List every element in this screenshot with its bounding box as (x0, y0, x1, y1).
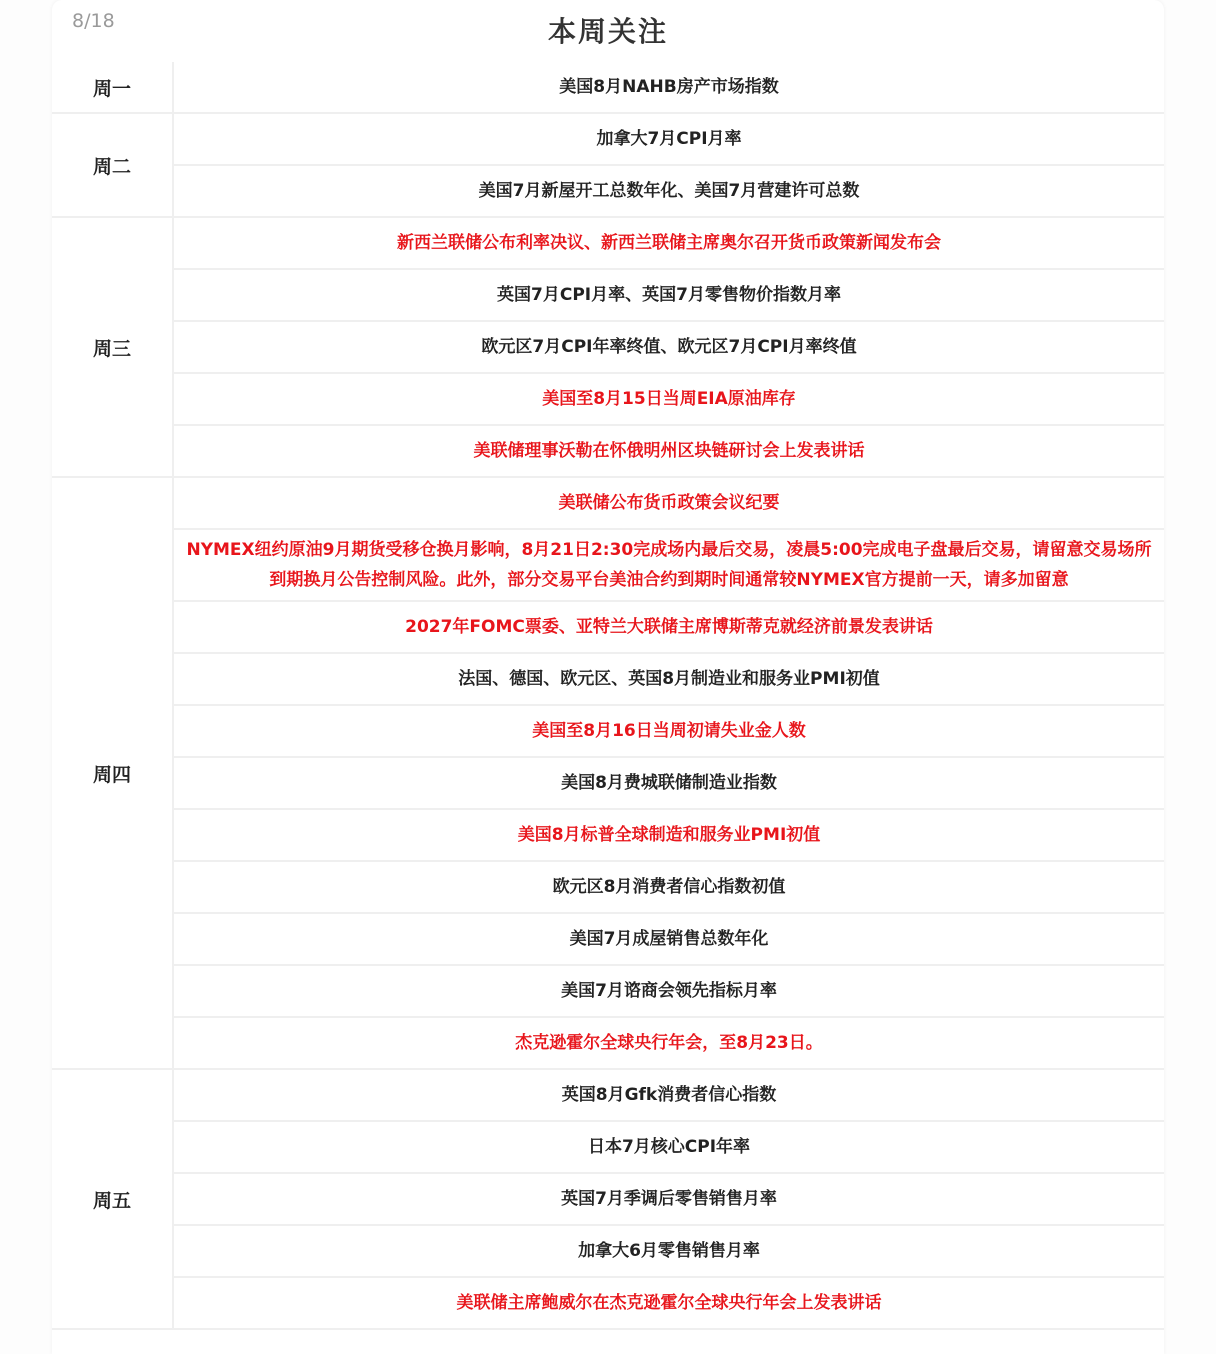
weekly-focus-card (52, 0, 1164, 1354)
event-text: 美国7月新屋开工总数年化、美国7月营建许可总数 (478, 181, 860, 201)
event-text-highlighted: 2027年FOMC票委、亚特兰大联储主席博斯蒂克就经济前景发表讲话 (405, 617, 933, 637)
schedule-table (52, 62, 1164, 1330)
table-row (52, 757, 1164, 809)
event-cell (173, 1277, 1164, 1329)
date-label: 8/18 (72, 10, 115, 32)
event-text: 美国7月成屋销售总数年化 (569, 929, 769, 949)
schedule-body (52, 62, 1164, 1329)
day-label-thursday: 周四 (52, 477, 173, 1069)
table-row (52, 1225, 1164, 1277)
table-row (52, 217, 1164, 269)
table-row (52, 965, 1164, 1017)
event-cell (173, 321, 1164, 373)
event-text: 日本7月核心CPI年率 (587, 1137, 751, 1157)
event-cell (173, 477, 1164, 529)
event-cell (173, 653, 1164, 705)
table-row (52, 653, 1164, 705)
event-cell (173, 529, 1164, 601)
table-row (52, 861, 1164, 913)
day-label-friday: 周五 (52, 1069, 173, 1329)
table-row (52, 809, 1164, 861)
event-text: 英国8月Gfk消费者信心指数 (561, 1085, 777, 1105)
event-cell (173, 1121, 1164, 1173)
day-label-monday: 周一 (52, 62, 173, 113)
event-cell (173, 113, 1164, 165)
table-row (52, 165, 1164, 217)
event-cell (173, 809, 1164, 861)
event-text: 英国7月CPI月率、英国7月零售物价指数月率 (497, 285, 841, 305)
event-text-highlighted: 美国至8月16日当周初请失业金人数 (532, 721, 806, 741)
event-text: 欧元区7月CPI年率终值、欧元区7月CPI月率终值 (481, 337, 857, 357)
event-text-highlighted: 美联储公布货币政策会议纪要 (558, 493, 780, 513)
event-cell (173, 1017, 1164, 1069)
event-text: 美国7月谘商会领先指标月率 (561, 981, 777, 1001)
table-row (52, 1069, 1164, 1121)
event-cell (173, 1225, 1164, 1277)
event-cell (173, 757, 1164, 809)
event-text: 美国8月NAHB房产市场指数 (559, 77, 779, 97)
event-text: 欧元区8月消费者信心指数初值 (552, 877, 786, 897)
event-text: 加拿大7月CPI月率 (596, 129, 742, 149)
event-cell (173, 601, 1164, 653)
event-cell (173, 373, 1164, 425)
table-row (52, 269, 1164, 321)
table-row (52, 1173, 1164, 1225)
event-text-highlighted: 美联储主席鲍威尔在杰克逊霍尔全球央行年会上发表讲话 (456, 1293, 882, 1313)
event-cell (173, 217, 1164, 269)
event-text: 美国8月费城联储制造业指数 (561, 773, 777, 793)
event-text: 英国7月季调后零售销售月率 (561, 1189, 777, 1209)
table-row (52, 373, 1164, 425)
event-cell (173, 165, 1164, 217)
page-title: 本周关注 (547, 15, 668, 48)
table-row (52, 1121, 1164, 1173)
event-cell (173, 62, 1164, 113)
table-row (52, 321, 1164, 373)
table-row (52, 529, 1164, 601)
table-row (52, 1277, 1164, 1329)
event-text-highlighted: 美联储理事沃勒在怀俄明州区块链研讨会上发表讲话 (473, 441, 865, 461)
event-cell (173, 965, 1164, 1017)
event-cell (173, 269, 1164, 321)
event-text-highlighted: 美国至8月15日当周EIA原油库存 (542, 389, 796, 409)
table-row (52, 62, 1164, 113)
table-row (52, 705, 1164, 757)
event-text: 加拿大6月零售销售月率 (578, 1241, 760, 1261)
table-row (52, 477, 1164, 529)
event-cell (173, 861, 1164, 913)
event-cell (173, 705, 1164, 757)
table-row (52, 913, 1164, 965)
table-row (52, 113, 1164, 165)
event-text-highlighted: 杰克逊霍尔全球央行年会，至8月23日。 (515, 1033, 823, 1053)
event-cell (173, 1069, 1164, 1121)
day-label-wednesday: 周三 (52, 217, 173, 477)
table-row (52, 425, 1164, 477)
day-label-tuesday: 周二 (52, 113, 173, 217)
table-row (52, 601, 1164, 653)
table-row (52, 1017, 1164, 1069)
event-cell (173, 913, 1164, 965)
event-text: 法国、德国、欧元区、英国8月制造业和服务业PMI初值 (458, 669, 880, 689)
event-text-highlighted: NYMEX纽约原油9月期货受移仓换月影响，8月21日2:30完成场内最后交易，凌晨5:00完成电子盘最后交易，请留意交易场所到期换月公告控制风险。此外，部分交易平台美油合约到期时间通常较NYMEX官方提前一天，请多加留意 (186, 540, 1152, 590)
event-cell (173, 1173, 1164, 1225)
event-cell (173, 425, 1164, 477)
event-text-highlighted: 新西兰联储公布利率决议、新西兰联储主席奥尔召开货币政策新闻发布会 (397, 233, 941, 253)
event-text-highlighted: 美国8月标普全球制造和服务业PMI初值 (517, 825, 821, 845)
